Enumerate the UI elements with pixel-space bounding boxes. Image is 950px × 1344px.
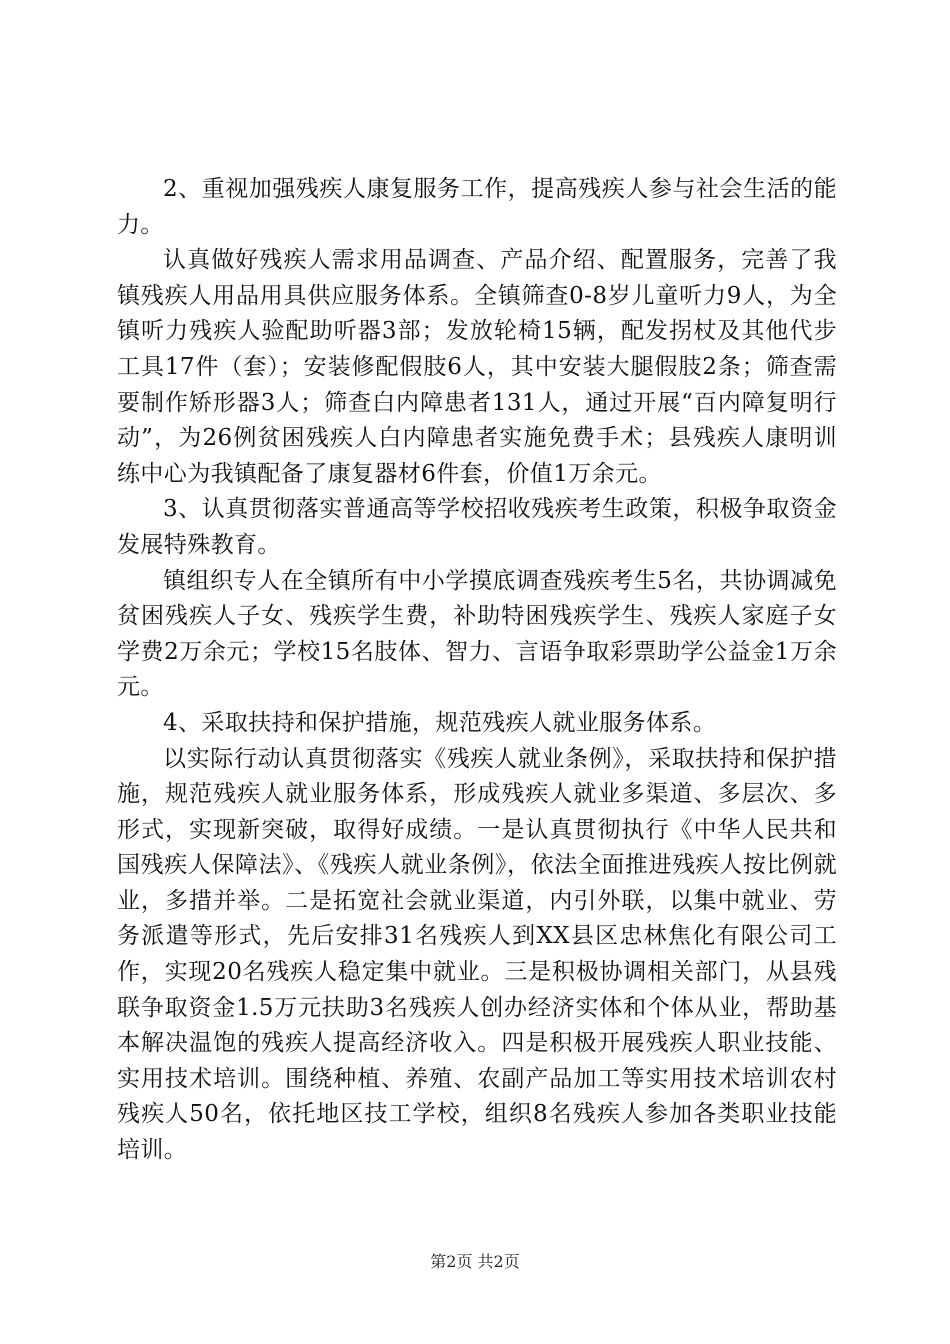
section-heading-education: 3、认真贯彻落实普通高等学校招收残疾考生政策，积极争取资金发展特殊教育。 bbox=[117, 496, 837, 558]
paragraph-rehabilitation-details: 认真做好残疾人需求用品调查、产品介绍、配置服务，完善了我镇残疾人用品用具供应服务体系。全镇筛查0-8岁儿童听力9人，为全镇听力残疾人验配助听器3部；发放轮椅15辆，配发拐杖及其他代步工具17件（套）；安装修配假肢6人，其中安装大腿假肢2条；筛查需要制作矫形器3人；筛查白内障患者131人，通过开展“百内障复明行动”，为26例贫困残疾人白内障患者实施免费手术；县残疾人康明训练中心为我镇配备了康复器材6件套，价值1万余元。 bbox=[117, 247, 837, 487]
section-heading-rehabilitation: 2、重视加强残疾人康复服务工作，提高残疾人参与社会生活的能力。 bbox=[117, 176, 837, 238]
paragraph-education-details: 镇组织专人在全镇所有中小学摸底调查残疾考生5名，共协调减免贫困残疾人子女、残疾学生费，补助特困残疾学生、残疾人家庭子女学费2万余元；学校15名肢体、智力、言语争取彩票助学公益金1万余元。 bbox=[117, 567, 837, 701]
section-heading-employment: 4、采取扶持和保护措施，规范残疾人就业服务体系。 bbox=[163, 709, 717, 736]
paragraph-employment-details: 以实际行动认真贯彻落实《残疾人就业条例》，采取扶持和保护措施，规范残疾人就业服务体系，形成残疾人就业多渠道、多层次、多形式，实现新突破，取得好成绩。一是认真贯彻执行《中华人民共和国残疾人保障法》、《残疾人就业条例》，依法全面推进残疾人按比例就业，多措并举。二是拓宽社会就业渠道，内引外联，以集中就业、劳务派遣等形式，先后安排31名残疾人到XX县区忠林焦化有限公司工作，实现20名残疾人稳定集中就业。三是积极协调相关部门，从县残联争取资金1.5万元扶助3名残疾人创办经济实体和个体从业，帮助基本解决温饱的残疾人提高经济收入。四是积极开展残疾人职业技能、实用技术培训。围绕种植、养殖、农副产品加工等实用技术培训农村残疾人50名，依托地区技工学校，组织8名残疾人参加各类职业技能培训。 bbox=[117, 745, 837, 1164]
page-number-footer: 第2页 共2页 bbox=[430, 1252, 520, 1271]
document-body bbox=[117, 172, 837, 1169]
